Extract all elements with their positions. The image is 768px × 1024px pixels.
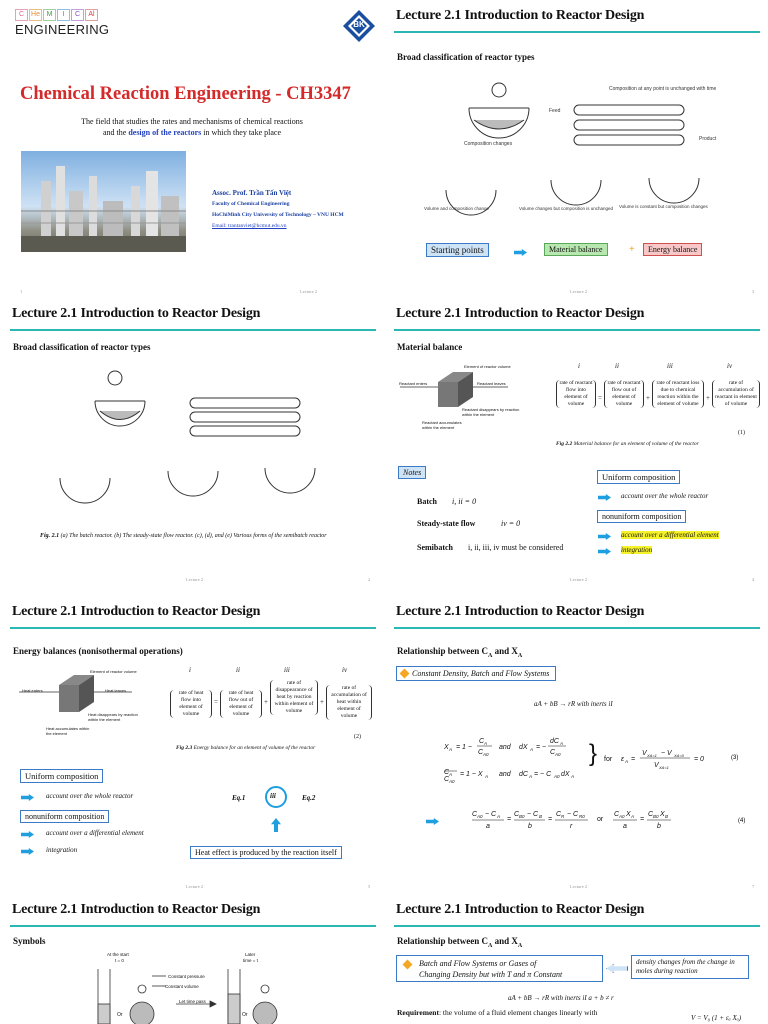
svg-text:}: } — [589, 740, 598, 767]
diagram-label: time = t — [243, 958, 258, 963]
svg-text:C: C — [444, 776, 450, 783]
slide-subtitle — [397, 646, 522, 659]
volume-equation: V = V₀ (1 + εₐ Xₐ) — [691, 1014, 742, 1022]
subtitle-text: and X — [492, 936, 518, 946]
svg-text:=: = — [640, 816, 645, 823]
svg-text:− C: − C — [527, 811, 539, 818]
banner-box — [396, 666, 556, 681]
university: HoChiMinh City University of Technology – VNU HCM — [212, 212, 344, 218]
banner-line: Changing Density but with T and π Constant — [419, 970, 563, 979]
svg-text:A0: A0 — [449, 779, 455, 784]
svg-text:A: A — [625, 759, 629, 764]
page-number: 1 — [20, 289, 23, 294]
slide-title: Lecture 2.1 Introduction to Reactor Design — [12, 902, 261, 917]
desc-text: and the — [102, 128, 129, 137]
slide-footer: Lecture 2 — [570, 884, 588, 889]
svg-text:= −: = − — [536, 744, 547, 751]
slide-title: Lecture 2.1 Introduction to Reactor Design — [12, 604, 261, 619]
refinery-photo — [21, 151, 186, 252]
desc-line-2 — [0, 127, 384, 138]
svg-text:for: for — [604, 756, 613, 763]
roman-label: iv — [342, 666, 348, 674]
diagram-label: Constant volume — [165, 984, 199, 989]
svg-text:− C: − C — [485, 811, 497, 818]
balance-term: rate of heat flow into element of volume — [170, 690, 212, 718]
svg-text:A: A — [529, 774, 533, 779]
subscript: A — [517, 652, 523, 659]
eq1-label: Eq.1 — [232, 794, 246, 802]
cube-label: Heat accumulates within the element — [46, 726, 90, 736]
svg-text:=: = — [507, 816, 512, 823]
desc-line-1: The field that studies the rates and mechanisms of chemical reactions — [81, 117, 303, 126]
svg-text:A: A — [449, 772, 453, 777]
svg-text:C: C — [556, 811, 562, 818]
cube-label: Reactant disappears by reaction within the element — [462, 407, 520, 417]
slide-footer: Lecture 2 — [186, 884, 204, 889]
nonuniform-box: nonuniform composition — [597, 510, 686, 523]
reactor-types-diagram — [30, 366, 360, 526]
figure-caption — [176, 745, 315, 751]
steady-value: iv = 0 — [501, 519, 521, 528]
cube-label: Heat disappears by reaction within the element — [88, 712, 138, 722]
svg-text:dC: dC — [519, 771, 528, 778]
requirement-body: : the volume of a fluid element changes linearly with — [438, 1008, 598, 1017]
author-block — [212, 188, 344, 232]
slide-title: Lecture 2.1 Introduction to Reactor Design — [396, 8, 645, 23]
equation-number: (3) — [731, 755, 739, 761]
steady-label: Steady-state flow — [417, 519, 476, 528]
material-balance-box: Material balance — [544, 243, 608, 256]
slide-footer: Lecture 2 — [570, 289, 588, 294]
svg-text:dX: dX — [519, 744, 528, 751]
page-number: 7 — [752, 884, 755, 889]
roman-label: iii — [284, 666, 290, 674]
roman-label: iv — [727, 362, 733, 370]
svg-text:A: A — [484, 741, 488, 746]
op: + — [264, 698, 268, 706]
uniform-box: Uniform composition — [20, 769, 103, 783]
page-title: Chemical Reaction Engineering - CH3347 — [20, 84, 351, 104]
slide-6 — [384, 596, 768, 889]
svg-text:C: C — [479, 738, 485, 745]
logo-cell: C — [71, 9, 84, 21]
cube-label: Element of reactor volume — [464, 364, 511, 369]
cube-label: Element of reactor volume — [90, 669, 137, 674]
svg-text:=: = — [631, 756, 636, 763]
balance-term: rate of accumulation of heat within element of volume — [326, 685, 372, 720]
batch-value: i, ii = 0 — [452, 497, 477, 506]
svg-text:and: and — [499, 744, 511, 751]
arrow-icon — [514, 249, 527, 256]
slide-subtitle: Broad classification of reactor types — [13, 342, 151, 352]
svg-text:A0: A0 — [554, 774, 560, 779]
diagram-label: Volume changes but composition is unchanged — [519, 206, 614, 211]
title-rule — [10, 329, 376, 331]
arrow-icon — [598, 533, 611, 540]
batch-label: Batch — [417, 497, 437, 506]
equation-4 — [472, 806, 752, 836]
svg-text:V: V — [642, 750, 647, 757]
svg-text:C: C — [550, 749, 556, 756]
svg-text:V: V — [654, 762, 659, 769]
op: + — [320, 698, 324, 706]
svg-text:= 1 − X: = 1 − X — [460, 771, 483, 778]
density-note: density changes from the change in moles during reaction — [631, 955, 749, 979]
svg-text:and: and — [499, 771, 511, 778]
caption-label: Fig 2.2 — [556, 441, 573, 447]
title-rule — [10, 925, 376, 927]
symbols-diagram — [90, 964, 290, 1024]
op: + — [706, 394, 710, 402]
svg-text:− V: − V — [661, 750, 672, 757]
slide-footer: Lecture 2 — [300, 289, 318, 294]
equation-number: (2) — [354, 734, 361, 740]
svg-text:R0: R0 — [579, 814, 585, 819]
svg-text:dX: dX — [561, 771, 570, 778]
roman-label: ii — [236, 666, 240, 674]
svg-text:b: b — [657, 823, 661, 830]
diamond-icon — [400, 669, 410, 679]
bk-logo — [342, 9, 376, 43]
svg-text:B: B — [539, 814, 543, 819]
svg-text:R: R — [561, 814, 565, 819]
arrow-icon — [21, 848, 34, 855]
requirement-label: Requirement — [397, 1008, 439, 1017]
balance-term: rate of disappearance of heat by reaction within element of volume — [270, 680, 318, 715]
desc-highlight: design of the reactors — [128, 128, 202, 137]
uniform-note: account over the whole reactor — [46, 792, 134, 800]
logo-cell: C — [15, 9, 28, 21]
heat-effect-box: Heat effect is produced by the reaction itself — [190, 846, 342, 859]
nonuniform-note: account over a differential element — [46, 829, 144, 837]
balance-term: rate of reactant flow into element of volume — [556, 380, 596, 408]
svg-text:C: C — [614, 811, 620, 818]
iii-label: iii — [270, 792, 276, 800]
reactor-types-diagram — [414, 70, 754, 230]
subscript: A — [488, 652, 493, 659]
svg-text:A: A — [530, 747, 534, 752]
slide-title: Lecture 2.1 Introduction to Reactor Design — [396, 306, 645, 321]
caption-text: Energy balance for an element of volume of the reactor — [192, 745, 316, 751]
subtitle-text: Relationship between C — [397, 646, 489, 656]
figure-caption — [556, 441, 699, 447]
svg-text:− C: − C — [567, 811, 579, 818]
svg-text:r: r — [570, 823, 573, 830]
svg-text:A: A — [560, 741, 564, 746]
nonuniform-box: nonuniform composition — [20, 810, 109, 823]
subtitle-text: and X — [492, 646, 518, 656]
svg-text:C: C — [478, 749, 484, 756]
slide-7 — [0, 894, 384, 1024]
slide-3 — [0, 298, 384, 586]
svg-text:XA=1: XA=1 — [647, 753, 657, 758]
caption-label: Fig. 2.1 — [40, 533, 60, 539]
svg-text:ε: ε — [621, 756, 625, 763]
slide-footer: Lecture 2 — [186, 577, 204, 582]
slide-title: Lecture 2.1 Introduction to Reactor Design — [396, 902, 645, 917]
balance-term: rate of accumulation of reactant in element of volume — [712, 380, 760, 408]
title-rule — [394, 31, 760, 33]
op: = — [598, 394, 602, 402]
cube-label: Heat enters — [22, 688, 43, 693]
title-rule — [394, 627, 760, 629]
svg-text:A0: A0 — [555, 752, 561, 757]
notes-box: Notes — [398, 466, 426, 479]
roman-label: iii — [667, 362, 673, 370]
subscript: A — [488, 942, 493, 949]
title-rule — [394, 925, 760, 927]
diagram-label: t = 0 — [115, 958, 124, 963]
figure-caption — [40, 532, 340, 540]
arrow-icon — [21, 794, 34, 801]
subtitle-text: Relationship between C — [397, 936, 489, 946]
slide-1 — [0, 0, 384, 294]
equation-number: (4) — [738, 818, 746, 824]
roman-label: i — [578, 362, 580, 370]
cube-label: Heat leaves — [105, 688, 127, 693]
author-name: Assoc. Prof. Trần Tấn Việt — [212, 189, 292, 197]
slide-subtitle: Energy balances (nonisothermal operations) — [13, 646, 183, 656]
diagram-label: Let time pass — [179, 999, 206, 1004]
chemical-logo — [15, 9, 109, 37]
integration-note: integration — [46, 846, 78, 854]
diagram-label: Later — [245, 952, 256, 957]
slide-footer: Lecture 2 — [570, 577, 588, 582]
svg-text:= 1 −: = 1 − — [456, 744, 472, 751]
cycle-icon — [265, 786, 287, 808]
svg-text:A0: A0 — [477, 814, 483, 819]
nonuniform-note: account over a differential element — [621, 531, 719, 539]
svg-text:A: A — [571, 774, 575, 779]
equation-3 — [444, 731, 754, 786]
caption-text: Material balance for an element of volume of the reactor — [572, 441, 699, 447]
integration-note: integration — [621, 546, 653, 554]
arrow-left-icon — [606, 964, 628, 973]
faculty: Faculty of Chemical Engineering — [212, 201, 290, 207]
logo-cell: I — [57, 9, 70, 21]
eq2-label: Eq.2 — [302, 794, 316, 802]
banner-text: Constant Density, Batch and Flow Systems — [412, 669, 550, 678]
slide-title: Lecture 2.1 Introduction to Reactor Design — [12, 306, 261, 321]
diamond-icon — [403, 960, 413, 970]
balance-term: rate of heat flow out of element of volume — [220, 690, 262, 718]
svg-text:X: X — [660, 811, 665, 818]
slide-subtitle: Material balance — [397, 342, 463, 352]
diagram-label: Or — [242, 1012, 248, 1018]
diagram-label: Or — [117, 1012, 123, 1018]
page-number: 2 — [368, 577, 371, 582]
svg-text:A: A — [485, 774, 489, 779]
arrow-icon — [426, 818, 439, 825]
diagram-label: Product — [699, 136, 717, 142]
svg-text:X: X — [626, 811, 631, 818]
svg-text:A0: A0 — [619, 814, 625, 819]
logo-word: ENGINEERING — [15, 22, 110, 37]
equation-number: (1) — [738, 430, 745, 436]
diagram-label: Composition at any point is unchanged with time — [609, 86, 717, 92]
svg-text:A: A — [631, 814, 635, 819]
cube-label: Reactant accumulates within the element — [422, 420, 462, 430]
svg-text:B0: B0 — [519, 814, 525, 819]
desc-text: in which they take place — [201, 128, 282, 137]
slide-title: Lecture 2.1 Introduction to Reactor Design — [396, 604, 645, 619]
caption-text: (a) The batch reactor. (b) The steady-state flow reactor. (c), (d), and (e) Various forms of the semibatch reactor — [59, 533, 327, 539]
starting-points-box: Starting points — [426, 243, 489, 257]
svg-text:C: C — [444, 769, 450, 776]
up-arrow-icon — [271, 818, 281, 832]
logo-cell: Al — [85, 9, 98, 21]
banner-line: Batch and Flow Systems or Gases of — [419, 959, 537, 968]
svg-text:or: or — [597, 816, 604, 823]
cube-label: Reactant enters — [399, 381, 428, 386]
svg-text:= − C: = − C — [534, 771, 552, 778]
page-number: 5 — [368, 884, 371, 889]
page-number: 4 — [752, 577, 755, 582]
diagram-label: Volume is constant but composition changes — [619, 204, 708, 209]
slide-5 — [0, 596, 384, 889]
svg-text:b: b — [528, 823, 532, 830]
banner-box — [396, 955, 603, 982]
arrow-icon — [21, 831, 34, 838]
email-link[interactable]: Email: trantanviet@hcmut.edu.vn — [212, 223, 287, 229]
svg-text:C: C — [514, 811, 520, 818]
cube-label: Reactant leaves — [477, 381, 506, 386]
slide-2 — [384, 0, 768, 294]
svg-text:= 0: = 0 — [694, 756, 704, 763]
svg-text:XA=0: XA=0 — [674, 753, 684, 758]
slide-8 — [384, 894, 768, 1024]
semibatch-value: i, ii, iii, iv must be considered — [468, 543, 564, 552]
caption-label: Fig 2.3 — [176, 745, 193, 751]
svg-text:=: = — [548, 816, 553, 823]
arrow-icon — [598, 494, 611, 501]
page-number: 3 — [752, 289, 755, 294]
energy-balance-box: Energy balance — [643, 243, 702, 256]
diagram-label: At the start — [107, 952, 129, 957]
bk-text: BK — [353, 20, 365, 29]
logo-cell: He — [29, 9, 42, 21]
svg-text:a: a — [486, 823, 490, 830]
title-rule — [394, 329, 760, 331]
svg-text:A0: A0 — [483, 752, 489, 757]
logo-cell: M — [43, 9, 56, 21]
svg-text:A: A — [449, 747, 453, 752]
svg-text:B0: B0 — [653, 814, 659, 819]
course-description — [0, 116, 384, 138]
slide-subtitle: Symbols — [13, 936, 46, 946]
diagram-label: Composition changes — [464, 141, 513, 147]
reaction-eq: aA + bB → rR with inerts iI — [534, 700, 613, 708]
uniform-box: Uniform composition — [597, 470, 680, 484]
svg-text:a: a — [623, 823, 627, 830]
title-rule — [10, 627, 376, 629]
roman-label: i — [189, 666, 191, 674]
slide-subtitle — [397, 936, 522, 949]
uniform-note: account over the whole reactor — [621, 492, 709, 500]
svg-text:XA=1: XA=1 — [659, 765, 669, 770]
svg-text:C: C — [472, 811, 478, 818]
balance-term: rate of reactant loss due to chemical reaction within the element of volume — [652, 380, 704, 408]
diagram-label: Feed — [549, 108, 561, 114]
svg-text:dC: dC — [550, 738, 559, 745]
arrow-icon — [598, 548, 611, 555]
diagram-label: Volume and composition change — [424, 206, 490, 211]
svg-text:X: X — [444, 744, 449, 751]
slide-subtitle: Broad classification of reactor types — [397, 52, 535, 62]
svg-text:A: A — [497, 814, 501, 819]
diagram-label: Constant pressure — [168, 974, 205, 979]
op: = — [214, 698, 218, 706]
slide-4 — [384, 298, 768, 586]
subscript: A — [517, 942, 523, 949]
op: + — [646, 394, 650, 402]
svg-text:C: C — [648, 811, 654, 818]
roman-label: ii — [615, 362, 619, 370]
balance-term: rate of reactant flow out of element of volume — [604, 380, 644, 408]
svg-text:B: B — [665, 814, 669, 819]
reaction-eq: aA + bB → rR with inerts iI a + b ≠ r — [508, 994, 614, 1002]
requirement-text — [397, 1008, 597, 1017]
semibatch-label: Semibatch — [417, 543, 453, 552]
plus-sign: + — [629, 244, 635, 255]
